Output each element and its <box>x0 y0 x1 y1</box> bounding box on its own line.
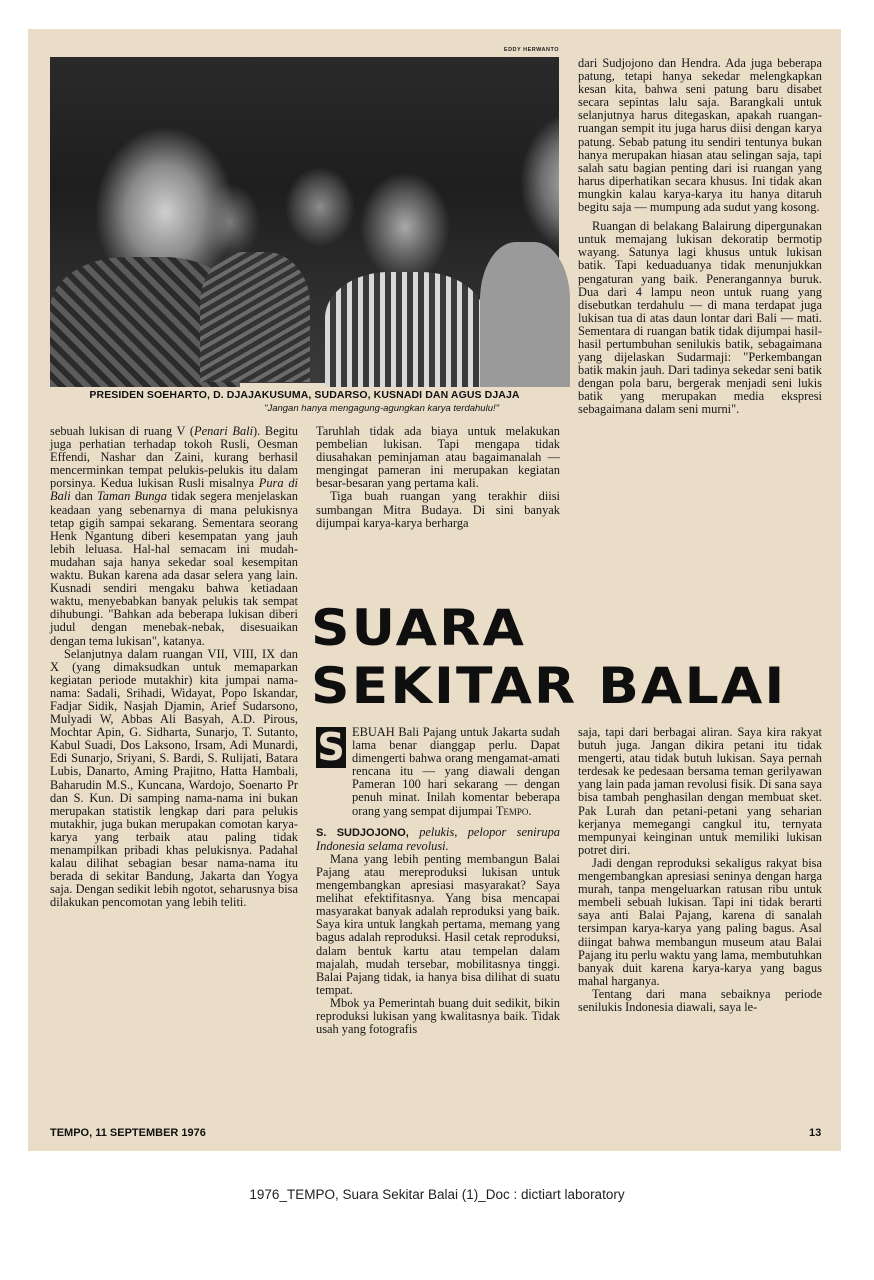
page-number: 13 <box>809 1127 822 1139</box>
column-middle-top <box>316 425 560 530</box>
footer-issue: TEMPO, 11 SEPTEMBER 1976 <box>50 1127 206 1139</box>
photo-credit: EDDY HERWANTO <box>503 47 559 53</box>
author-line: S. SUDJOJONO, pelukis, pelopor senirupa Indonesia selama revolusi. <box>316 824 561 853</box>
column-top-right <box>578 57 822 417</box>
figure-right <box>480 242 570 387</box>
paragraph: sebuah lukisan di ruang V (Penari Bali). Begitu juga perhatian terhadap tokoh Rusli, Oesman Effendi, Nashar dan Zaini, kurang berhasil mencerminkan tempat pelukis-pelukis itu dalam porsinya. Kedua lukisan Rusli misalnya Pura di Bali dan Taman Bunga tidak segera menjelaskan keadaan yang sebenarnya di mana pelukisnya tetap gigih sampai sekarang. Sementara seorang Henk Ngantung diberi kesempatan yang jauh lebih leluasa. Hal-hal semacam ini mudah-mudahan saja hanya sekedar soal kesempitan waktu. Bukan karena ada dasar selera yang lain. Kusnadi sendiri mengaku bahwa ketiadaan waktu, menyebabkan banyak pelukis tak sempat dihubungi. "Bahkan ada beberapa lukisan diberi judul dengan menebak-nebak, disesuaikan dengan tema lukisan", katanya. <box>50 424 298 648</box>
news-photo <box>50 57 559 383</box>
headline <box>311 599 786 715</box>
lead-paragraph: S EBUAH Bali Pajang untuk Jakarta sudah lama benar dianggap perlu. Dapat dimengerti bahwa orang mengamat-amati rencana itu — yang diawali dengan Pameran 100 hari sekarang — dengan penuh minat. Inilah komentar beberapa orang yang sempat dijumpai Tempo. <box>317 725 560 818</box>
column-left <box>50 425 298 909</box>
headline-line-1: SUARA <box>311 599 527 657</box>
document-caption: 1976_TEMPO, Suara Sekitar Balai (1)_Doc : dictiart laboratory <box>249 1187 625 1202</box>
paragraph: Tentang dari mana sebaiknya periode senilukis Indonesia diawali, saya le- <box>578 986 822 1014</box>
paragraph: Mbok ya Pemerintah buang duit sedikit, bikin reproduksi lukisan yang kwalitasnya baik. Tidak usah yang fotografis <box>316 995 560 1037</box>
magazine-page <box>28 29 841 1151</box>
figure-center <box>325 272 485 387</box>
column-article-middle <box>316 726 560 1036</box>
paragraph: saja, tapi dari berbagai aliran. Saya kira rakyat butuh juga. Jangan dikira petani itu tidak mengerti, atau tidak butuh lukisan. Saya pernah terdesak ke pedesaan bersama teman gerilyawan yang lain pada jaman revolusi fisik. Di sana saya bisa tambah penghasilan dengan membuat sket. Pak Lurah dan petani-petani yang seharian kerjanya memegangi cangkul itu, ternyata mempunyai keinginan untuk memiliki lukisan potret diri. <box>578 725 822 857</box>
figure-back <box>200 252 310 382</box>
photo-quote: "Jangan hanya mengagung-agungkan karya terdahulu!" <box>264 403 499 414</box>
paragraph: dari Sudjojono dan Hendra. Ada juga beberapa patung, tetapi hanya sekedar melengkapkan kesan kita, bahwa seni patung baru disabet secara sepintas lalu saja. Barangkali untuk selanjutnya harus ditegaskan, apakah ruangan-ruangan sempit itu juga harus diisi dengan karya patung. Sebab patung itu sendiri tentunya bukan hanya merupakan hiasan atau selingan saja, tapi salah satu bagian penting dari isi ruangan yang harus diperhatikan secara khusus. Ini tidak akan mungkin kalau karya-karya itu hanya ditaruh begitu saja — mumpung ada sudut yang kosong. <box>578 56 822 215</box>
photo-caption: PRESIDEN SOEHARTO, D. DJAJAKUSUMA, SUDARSO, KUSNADI DAN AGUS DJAJA <box>89 389 520 401</box>
column-article-right <box>578 726 822 1014</box>
paragraph: Jadi dengan reproduksi sekaligus rakyat bisa mengembangkan apresiasi seninya dengan harga murah, tanpa mengeluarkan ratusan ribu untuk membeli sebuah lukisan. Tapi ini tidak berarti saya anti Balai Pajang, karena di sanalah tersimpan karya-karya yang paling bagus. Asal diingat bahwa membangun museum atau Balai Pajang itu perlu waktu yang lama, membutuhkan banyak duit karena karya-karya yang bagus mahal harganya. <box>578 855 822 988</box>
paragraph: Taruhlah tidak ada biaya untuk melakukan pembelian lukisan. Tapi mengapa tidak diusahakan peminjaman atau bagaimanalah — mengingat pameran ini merupakan kegiatan besar-besaran yang pertama kali. <box>316 424 560 491</box>
paragraph: Selanjutnya dalam ruangan VII, VIII, IX dan X (yang dimaksudkan untuk memaparkan kegiatan periode mutakhir) kita jumpai nama-nama: Sadali, Srihadi, Widayat, Popo Iskandar, Fadjar Sidik, Nasjah Djamin, Arief Sudarsono, Mulyadi W, Abbas Ali Basyah, A.D. Pirous, Mochtar Apin, G. Sidharta, Sunarjo, T. Sutanto, Kabul Suadi, Dos Laksono, Irsam, Adi Munardi, Edi Sunarjo, Sriyani, S. Bardi, S. Rulijati, Batara Lubis, Danarto, Aming Prajitno, Hatta Hambali, Baharudin M.S., Kuncana, Wardojo, Soenarto Pr dan S. Kun. Di samping nama-nama ini bukan merupakan statistik lengkap dari para pelukis mutakhir, juga bukan merupakan comotan karya-karya yang terbaik atau paling tidak menampilkan pribadi khas pelukisnya. Padahal kalau dilihat sebagian besar nama-nama itu berada di sekitar Bandung, Jakarta dan Yogya saja. Dengan sedikit lebih ngotot, seharusnya bisa dilakukan pencomotan yang lebih teliti. <box>50 646 298 910</box>
paragraph: Tiga buah ruangan yang terakhir diisi sumbangan Mitra Budaya. Di sini banyak dijumpai karya-karya berharga <box>316 489 560 530</box>
paragraph: Ruangan di belakang Balairung dipergunakan untuk memajang lukisan dekoratip bermotip wayang. Satunya lagi khusus untuk lukisan batik. Tapi keduaduanya tidak menunjukkan pengaturan yang baik. Penerangannya buruk. Dua dari 4 lampu neon untuk ruang yang disebutkan terdahulu — di mana terdapat juga lukisan tua di atas daun lontar dari Bali — mati. Sementara di ruangan batik tidak dijumpai hasil-hasil pertumbuhan senilukis batik, sebagaimana yang dijelaskan Sudarmaji: "Perkembangan batik makin jauh. Dari tadinya sekedar seni batik dengan pola baru, bergerak menjadi seni lukis batik yang merupakan media ekspresi sebagaimana dalam seni murni". <box>578 219 822 417</box>
headline-line-2: SEKITAR BALAI <box>311 657 787 715</box>
paragraph: Mana yang lebih penting membangun Balai Pajang atau mereproduksi lukisan untuk mengembangkan apresiasi masyarakat? Saya melihat efektifitasnya. Yang bisa mencapai masyarakat banyak adalah reproduksi yang baik. Saya kira untuk langkah pertama, memang yang bagus adalah reproduksi. Hasil cetak reproduksi, dalam bentuk kartu atau tempelan dalam majalah, mudah tersebar, mobilitasnya tinggi. Balai Pajang tidak, ia hanya bisa dilihat di suatu tempat. <box>316 851 560 997</box>
drop-cap: S <box>317 725 345 769</box>
